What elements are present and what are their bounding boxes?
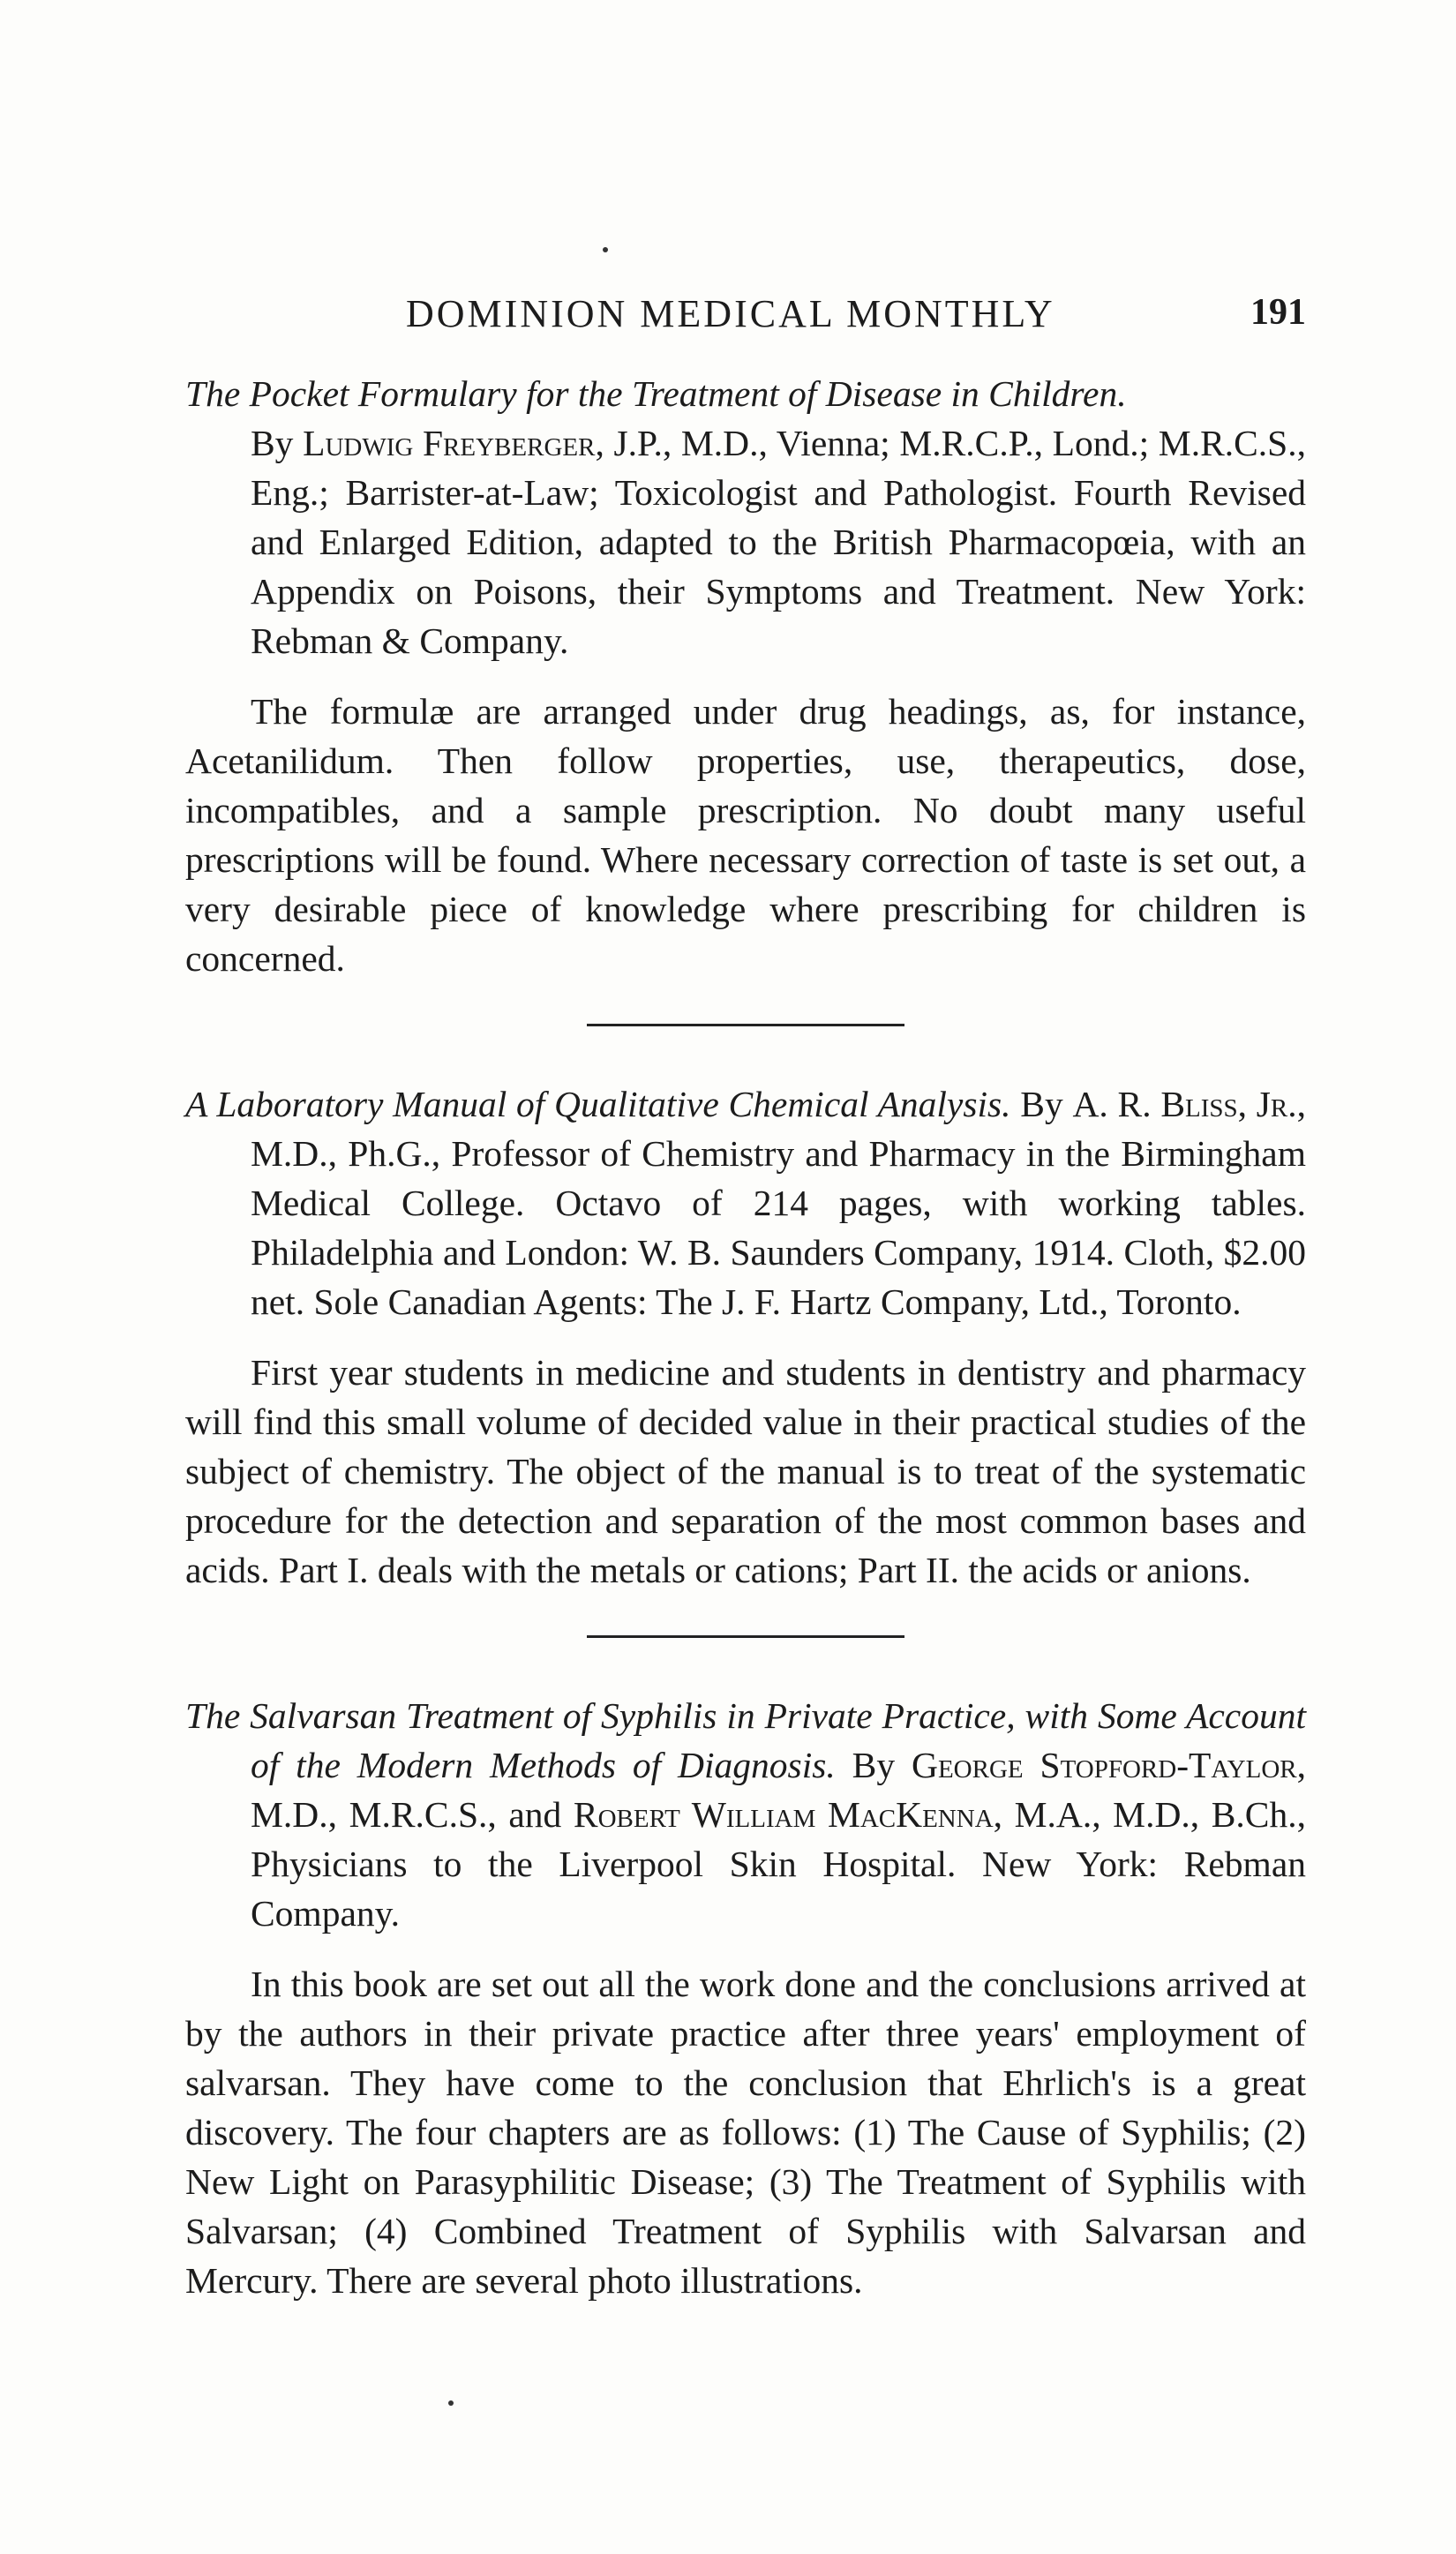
by-label: By <box>1010 1084 1073 1124</box>
running-title: DOMINION MEDICAL MONTHLY <box>406 292 1055 335</box>
review-body: The formulæ are arranged under drug headings, as, for instance, Acetanilidum. Then follow properties, use, therapeutics, dose, incompatibles, and a sample prescription. No doubt many useful prescriptions will be found. Where necessary correction of taste is set out, a very desirable piece of knowledge where prescribing for children is concerned. <box>185 691 1306 979</box>
section-divider <box>587 1024 904 1026</box>
author-name-2: Robert William MacKenna <box>573 1794 994 1835</box>
book-citation <box>185 369 1306 665</box>
book-title: The Salvarsan Treatment of Syphilis in Private Practice, with Some Account of the Modern Methods of Diagnosis. <box>185 1695 1306 1785</box>
book-details: , M.D., Ph.G., Professor of Chemistry and Pharmacy in the Birmingham Medical College. Octavo of 214 pages, with working tables. Philadelphia and London: W. B. Saunders Company, 1914. Cloth, $2.00 net. Sole Canadian Agents: The J. F. Hartz Company, Ltd., Toronto. <box>251 1084 1307 1322</box>
by-label: By <box>251 423 304 463</box>
book-review-2 <box>185 1079 1306 1595</box>
section-divider <box>587 1635 904 1638</box>
book-details-2: , M.A., M.D., B.Ch., Physicians to the Liverpool Skin Hospital. New York: Rebman Company. <box>251 1794 1306 1934</box>
print-speck-bottom <box>448 2400 454 2406</box>
book-title: A Laboratory Manual of Qualitative Chemical Analysis. <box>185 1084 1011 1124</box>
page-header <box>185 265 1306 335</box>
journal-page <box>185 265 1306 2305</box>
print-speck-top <box>603 247 608 252</box>
review-body: First year students in medicine and students in dentistry and pharmacy will find this small volume of decided value in their practical studies of the subject of chemistry. The object of the manual is to treat of the systematic procedure for the detection and separation of the most common bases and acids. Part I. deals with the metals or cations; Part II. the acids or anions. <box>185 1352 1306 1590</box>
book-title: The Pocket Formulary for the Treatment of Disease in Children. <box>185 373 1127 414</box>
book-citation <box>185 1691 1306 1938</box>
by-label: By <box>835 1745 912 1785</box>
book-citation <box>185 1079 1306 1326</box>
author-name: George Stopford-Taylor <box>912 1745 1297 1785</box>
author-name: Ludwig Freyberger <box>303 423 596 463</box>
book-review-1 <box>185 369 1306 983</box>
book-details: , J.P., M.D., Vienna; M.R.C.P., Lond.; M.R.C.S., Eng.; Barrister-at-Law; Toxicologist and Pathologist. Fourth Revised and Enlarged Edition, adapted to the British Pharmacopœia, with an Appendix on Poisons, their Symptoms and Treatment. New York: Rebman & Company. <box>251 423 1307 661</box>
book-details: , M.D., M.R.C.S., and <box>251 1745 1306 1835</box>
author-name: A. R. Bliss, Jr. <box>1072 1084 1297 1124</box>
page-number: 191 <box>1250 292 1306 333</box>
book-review-3 <box>185 1691 1306 2305</box>
review-body: In this book are set out all the work done and the conclusions arrived at by the authors in their private practice after three years' employment of salvarsan. They have come to the conclusion that Ehrlich's is a great discovery. The four chapters are as follows: (1) The Cause of Syphilis; (2) New Light on Parasyphilitic Disease; (3) The Treatment of Syphilis with Salvarsan; (4) Combined Treatment of Syphilis with Salvarsan and Mercury. There are several photo illustrations. <box>185 1964 1306 2301</box>
